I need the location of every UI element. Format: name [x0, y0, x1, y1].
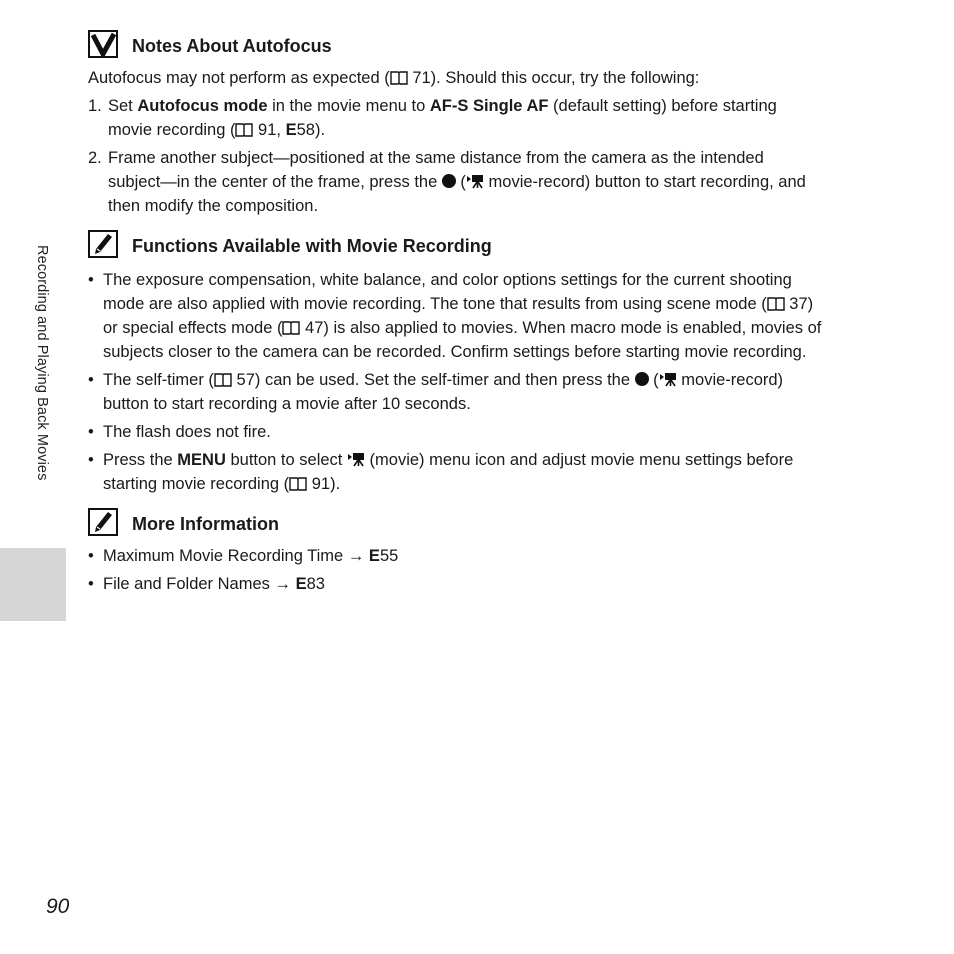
movie-camera-icon	[659, 371, 677, 387]
pencil-note-icon	[88, 508, 118, 536]
item-text: 91).	[307, 475, 341, 493]
more-item-file-folder-names	[88, 572, 878, 596]
reference-section-icon: E	[285, 121, 297, 139]
step1-text-f: movie recording (	[108, 121, 236, 139]
item-text: starting movie recording (	[103, 475, 290, 493]
step1-text-a: Set	[108, 97, 138, 115]
functions-item-exposure	[88, 268, 878, 364]
book-icon	[289, 477, 307, 491]
item-text: Press the	[103, 451, 178, 469]
more-information-section	[88, 508, 878, 600]
more-heading	[88, 508, 878, 540]
reference-page: 83	[306, 575, 325, 593]
arrow-icon: →	[274, 575, 291, 593]
more-title: More Information	[132, 514, 279, 534]
step-number: 2.	[88, 149, 102, 167]
reference-section-icon: E	[368, 547, 380, 565]
book-icon	[767, 297, 785, 311]
functions-item-menu	[88, 448, 878, 496]
item-line: The exposure compensation, white balance, and color options settings for the current shooting	[103, 271, 792, 289]
movie-camera-icon	[347, 451, 365, 467]
item-text: or special effects mode (	[103, 319, 283, 337]
step1-text-e: (default setting) before starting	[548, 97, 777, 115]
item-text: 37)	[784, 295, 814, 313]
item-text: File and Folder Names	[103, 575, 275, 593]
bullet: •	[88, 547, 94, 565]
functions-item-flash	[88, 420, 878, 444]
reference-section-icon: E	[295, 575, 307, 593]
book-icon	[282, 321, 300, 335]
arrow-icon: →	[347, 547, 365, 565]
bullet: •	[88, 451, 94, 469]
book-icon	[390, 71, 408, 85]
notes-intro-text-a: Autofocus may not perform as expected (	[88, 69, 390, 87]
step2-line-1: Frame another subject—positioned at the same distance from the camera as the intended	[108, 149, 764, 167]
step2-text-b: subject—in the center of the frame, press the	[108, 173, 442, 191]
notes-title: Notes About Autofocus	[132, 36, 332, 56]
bullet: •	[88, 371, 94, 389]
item-text: button to select	[225, 451, 347, 469]
more-item-max-recording-time	[88, 544, 878, 568]
single-af-label: Single AF	[468, 97, 549, 115]
book-icon	[214, 373, 232, 387]
functions-list	[88, 268, 878, 496]
step2-line-3: then modify the composition.	[108, 197, 319, 215]
notes-intro	[88, 66, 878, 90]
item-text: movie-record)	[676, 371, 784, 389]
checkmark-note-icon	[88, 30, 118, 58]
functions-item-self-timer	[88, 368, 878, 416]
step1-text-g: 91,	[253, 121, 286, 139]
record-button-icon	[442, 174, 456, 188]
item-text: The self-timer (	[103, 371, 214, 389]
bullet: •	[88, 575, 94, 593]
item-text: mode are also applied with movie recording. The tone that results from using scene mode (	[103, 295, 767, 313]
step2-text-d: movie-record) button to start recording, and	[483, 173, 806, 191]
af-s-icon: AF-S	[429, 97, 469, 115]
more-list	[88, 544, 878, 596]
item-text: 47) is also applied to movies. When macro mode is enabled, movies of	[300, 319, 822, 337]
item-line: The flash does not fire.	[103, 423, 271, 441]
record-button-icon	[635, 372, 649, 386]
menu-button-icon: MENU	[177, 451, 226, 469]
bullet: •	[88, 271, 94, 289]
notes-steps-list	[88, 94, 878, 218]
autofocus-mode-label: Autofocus mode	[137, 97, 268, 115]
notes-step-2	[88, 146, 878, 218]
pencil-note-icon	[88, 230, 118, 258]
item-text: (movie) menu icon and adjust movie menu settings before	[364, 451, 794, 469]
chapter-side-label: Recording and Playing Back Movies	[34, 245, 50, 481]
step-number: 1.	[88, 97, 102, 115]
item-line: button to start recording a movie after 10 seconds.	[103, 395, 471, 413]
item-line: subjects closer to the camera can be recorded. Confirm settings before starting movie recording.	[103, 343, 807, 361]
notes-step-1	[88, 94, 878, 142]
bullet: •	[88, 423, 94, 441]
step1-text-h: 58).	[296, 121, 326, 139]
functions-heading	[88, 230, 878, 262]
reference-page: 55	[379, 547, 399, 565]
chapter-tab	[0, 548, 66, 621]
step1-text-c: in the movie menu to	[267, 97, 430, 115]
notes-intro-text-b: 71). Should this occur, try the following:	[407, 69, 700, 87]
item-text: Maximum Movie Recording Time	[103, 547, 348, 565]
functions-section	[88, 230, 878, 500]
book-icon	[235, 123, 253, 137]
item-text: 57) can be used. Set the self-timer and then press the	[231, 371, 635, 389]
notes-heading	[88, 30, 878, 62]
notes-autofocus-section	[88, 30, 878, 222]
movie-camera-icon	[466, 173, 484, 189]
step2-text-c: (	[455, 173, 466, 191]
functions-title: Functions Available with Movie Recording	[132, 236, 492, 256]
item-text: (	[648, 371, 659, 389]
page-number: 90	[46, 895, 70, 918]
